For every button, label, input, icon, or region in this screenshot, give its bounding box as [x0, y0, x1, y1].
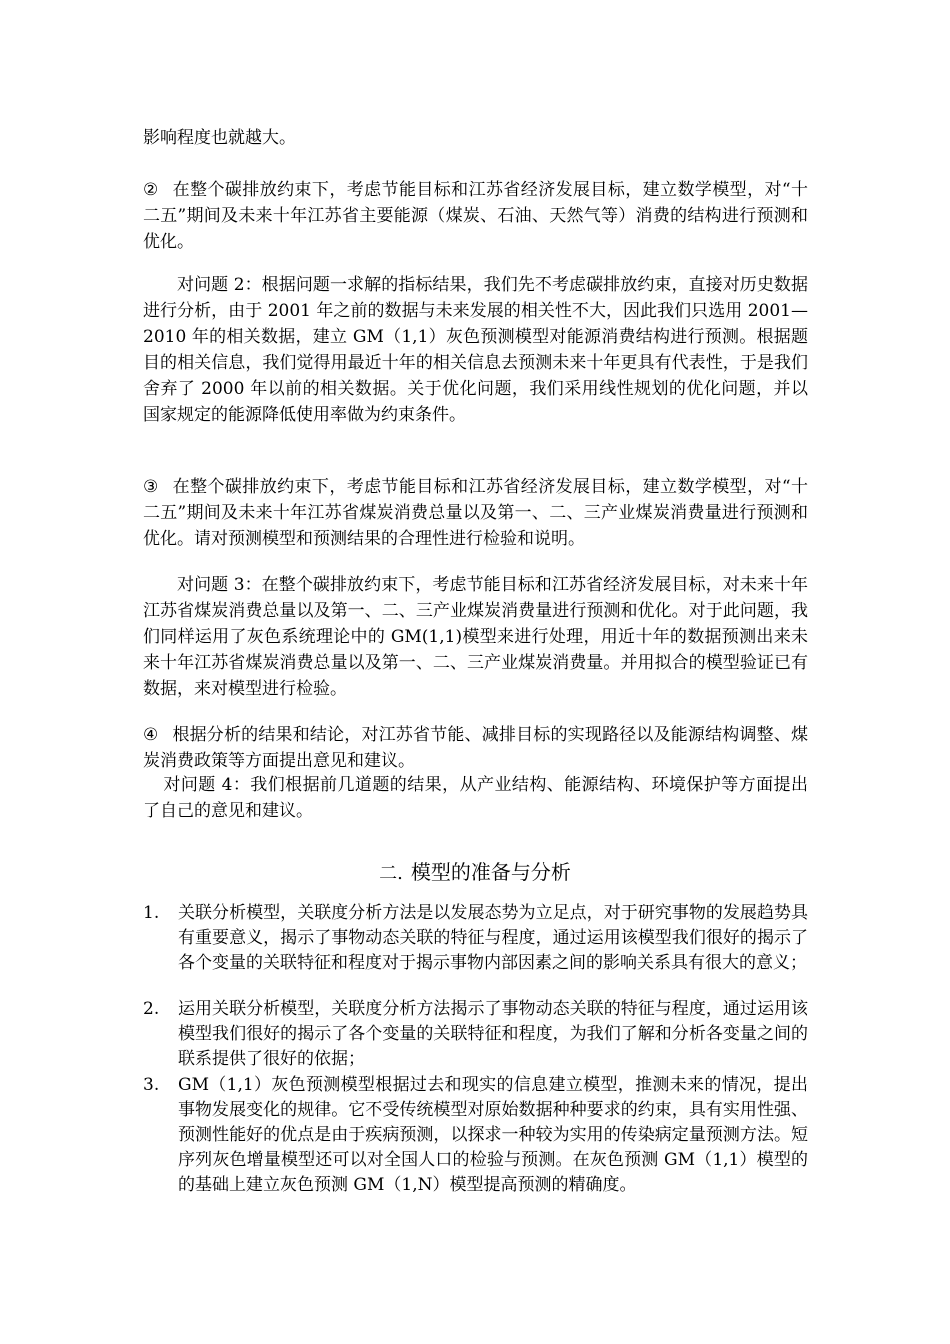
- question-4-statement: [143, 722, 808, 774]
- section-title: 模型的准备与分析: [410, 860, 571, 884]
- answer-3-paragraph: 对问题 3：在整个碳排放约束下，考虑节能目标和江苏省经济发展目标，对未来十年江苏省煤炭消费总量以及第一、二、三产业煤炭消费量进行预测和优化。对于此问题，我们同样运用了灰色系统理论中的 GM(1,1)模型来进行处理，用近十年的数据预测出来未来十年江苏省煤炭消费总量以及第一、二、三产业煤炭消费量。并用拟合的模型验证已有数据，来对模型进行检验。: [143, 575, 808, 699]
- list-item: [143, 1073, 808, 1198]
- list-number: 1.: [143, 903, 160, 923]
- list-item: [143, 901, 808, 976]
- section-heading: [0, 857, 950, 889]
- section-number: 二.: [379, 863, 403, 884]
- answer-4-paragraph: 对问题 4：我们根据前几道题的结果，从产业结构、能源结构、环境保护等方面提出了自己的意见和建议。: [143, 775, 808, 821]
- question-2-text: 在整个碳排放约束下，考虑节能目标和江苏省经济发展目标，建立数学模型，对“十二五”期间及未来十年江苏省主要能源（煤炭、石油、天然气等）消费的结构进行预测和优化。: [143, 180, 808, 252]
- list-text: GM（1,1）灰色预测模型根据过去和现实的信息建立模型，推测未来的情况，提出事物发展变化的规律。它不受传统模型对原始数据种种要求的约束，具有实用性强、预测性能好的优点是由于疾病预测，以探求一种较为实用的传染病定量预测方法。短序列灰色增量模型还可以对全国人口的检验与预测。在灰色预测 GM（1,1）模型的的基础上建立灰色预测 GM（1,N）模型提高预测的精确度。: [178, 1075, 808, 1195]
- list-item: [143, 997, 808, 1072]
- list-text: 关联分析模型，关联度分析方法是以发展态势为立足点，对于研究事物的发展趋势具有重要意义，揭示了事物动态关联的特征与程度，通过运用该模型我们很好的揭示了各个变量的关联特征和程度对于揭示事物内部因素之间的影响关系具有很大的意义；: [178, 903, 808, 973]
- list-number: 2.: [143, 999, 160, 1019]
- question-4-text: 根据分析的结果和结论，对江苏省节能、减排目标的实现路径以及能源结构调整、煤炭消费政策等方面提出意见和建议。: [143, 725, 809, 771]
- circled-number-4: ④: [143, 725, 159, 745]
- list-number: 3.: [143, 1075, 160, 1095]
- question-3-statement: [143, 474, 808, 552]
- paragraph-continuation: 影响程度也就越大。: [143, 128, 296, 148]
- question-3-text: 在整个碳排放约束下，考虑节能目标和江苏省经济发展目标，建立数学模型，对“十二五”期间及未来十年江苏省煤炭消费总量以及第一、二、三产业煤炭消费量进行预测和优化。请对预测模型和预测结果的合理性进行检验和说明。: [143, 477, 808, 549]
- question-2-statement: [143, 177, 808, 255]
- list-text: 运用关联分析模型，关联度分析方法揭示了事物动态关联的特征与程度，通过运用该模型我们很好的揭示了各个变量的关联特征和程度，为我们了解和分析各变量之间的联系提供了很好的依据；: [178, 999, 808, 1069]
- answer-2-paragraph: 对问题 2：根据问题一求解的指标结果，我们先不考虑碳排放约束，直接对历史数据进行分析，由于 2001 年之前的数据与未来发展的相关性不大，因此我们只选用 2001—2010 年的相关数据，建立 GM（1,1）灰色预测模型对能源消费结构进行预测。根据题目的相关信息，我们觉得用最近十年的相关信息去预测未来十年更具有代表性，于是我们舍弃了 2000 年以前的相关数据。关于优化问题，我们采用线性规划的优化问题，并以国家规定的能源降低使用率做为约束条件。: [143, 275, 808, 425]
- circled-number-2: ②: [143, 180, 159, 200]
- circled-number-3: ③: [143, 477, 159, 497]
